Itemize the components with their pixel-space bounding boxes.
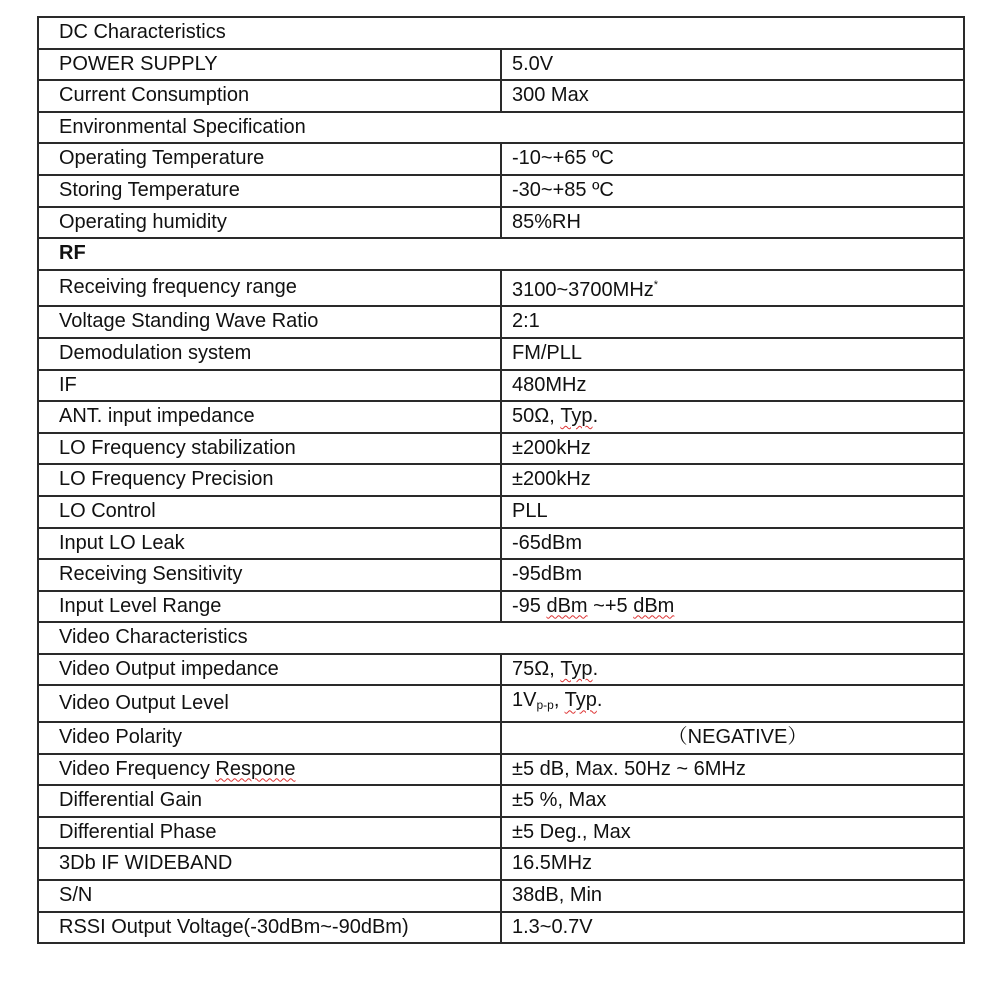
table-row [38, 722, 964, 754]
section-row-dc [38, 17, 964, 49]
spellcheck-word: dBm [546, 594, 588, 617]
value-text: . [592, 405, 599, 428]
row-value [501, 591, 964, 623]
row-value: 2:1 [501, 306, 964, 338]
row-label: Voltage Standing Wave Ratio [38, 306, 501, 338]
row-label: Differential Gain [38, 785, 501, 817]
row-value [501, 654, 964, 686]
row-label: Demodulation system [38, 338, 501, 370]
row-label: ANT. input impedance [38, 401, 501, 433]
table-row [38, 80, 964, 112]
row-label: LO Frequency Precision [38, 464, 501, 496]
row-value: 38dB, Min [501, 880, 964, 912]
row-label: Operating humidity [38, 207, 501, 239]
row-value: ±5 dB, Max. 50Hz ~ 6MHz [501, 754, 964, 786]
table-row [38, 912, 964, 944]
table-row [38, 306, 964, 338]
spec-table [37, 16, 965, 944]
footnote-mark: * [653, 278, 659, 291]
row-label: Operating Temperature [38, 143, 501, 175]
row-label: Input LO Leak [38, 528, 501, 560]
value-text: 50Ω, [512, 405, 561, 428]
value-text: 1V [512, 689, 537, 712]
table-row [38, 370, 964, 402]
row-value: 5.0V [501, 49, 964, 81]
subscript-text: p-p [536, 698, 554, 713]
spellcheck-word: dBm [633, 594, 675, 617]
row-value [501, 685, 964, 722]
row-label [38, 754, 501, 786]
table-row [38, 817, 964, 849]
table-row [38, 464, 964, 496]
table-row [38, 848, 964, 880]
row-label: Input Level Range [38, 591, 501, 623]
section-header: DC Characteristics [38, 17, 964, 49]
section-header: Video Characteristics [38, 622, 964, 654]
value-text: . [596, 689, 603, 712]
table-row [38, 338, 964, 370]
spellcheck-word: Respone [215, 757, 296, 780]
row-label: LO Frequency stabilization [38, 433, 501, 465]
label-text: Video Frequency [59, 757, 216, 780]
table-row [38, 401, 964, 433]
table-row [38, 496, 964, 528]
row-label: Video Output Level [38, 685, 501, 722]
row-label: Storing Temperature [38, 175, 501, 207]
table-row [38, 175, 964, 207]
row-label: RSSI Output Voltage(-30dBm~-90dBm) [38, 912, 501, 944]
row-value: 300 Max [501, 80, 964, 112]
table-row [38, 559, 964, 591]
section-header: RF [38, 238, 964, 270]
section-row-video [38, 622, 964, 654]
row-label: Receiving frequency range [38, 270, 501, 307]
row-value: 480MHz [501, 370, 964, 402]
row-value: ±200kHz [501, 464, 964, 496]
row-label: POWER SUPPLY [38, 49, 501, 81]
section-row-env [38, 112, 964, 144]
value-text: 3100~3700MHz [512, 278, 654, 301]
value-text: . [592, 657, 599, 680]
row-value [501, 270, 964, 307]
table-row [38, 880, 964, 912]
table-row [38, 528, 964, 560]
row-value: -95dBm [501, 559, 964, 591]
row-label: Differential Phase [38, 817, 501, 849]
row-value: 16.5MHz [501, 848, 964, 880]
value-text: , [553, 689, 565, 712]
spellcheck-word: Typ [564, 689, 597, 712]
section-header: Environmental Specification [38, 112, 964, 144]
row-value: ±5 %, Max [501, 785, 964, 817]
row-value: FM/PLL [501, 338, 964, 370]
row-label: Video Output impedance [38, 654, 501, 686]
spellcheck-word: Typ [560, 405, 593, 428]
table-row [38, 591, 964, 623]
row-value: 1.3~0.7V [501, 912, 964, 944]
row-value: （NEGATIVE） [501, 722, 964, 754]
table-row [38, 270, 964, 307]
table-row [38, 685, 964, 722]
value-text: 75Ω, [512, 657, 561, 680]
value-text: ~+5 [587, 594, 634, 617]
row-value: ±5 Deg., Max [501, 817, 964, 849]
row-label: Receiving Sensitivity [38, 559, 501, 591]
row-value: 85%RH [501, 207, 964, 239]
row-value: -10~+65 ºC [501, 143, 964, 175]
row-label: Current Consumption [38, 80, 501, 112]
row-value: ±200kHz [501, 433, 964, 465]
row-label: LO Control [38, 496, 501, 528]
row-value: -65dBm [501, 528, 964, 560]
table-row [38, 654, 964, 686]
table-row [38, 207, 964, 239]
row-label: S/N [38, 880, 501, 912]
section-row-rf [38, 238, 964, 270]
spellcheck-word: Typ [560, 657, 593, 680]
table-row [38, 433, 964, 465]
row-value: -30~+85 ºC [501, 175, 964, 207]
table-row [38, 785, 964, 817]
table-row [38, 754, 964, 786]
row-value: PLL [501, 496, 964, 528]
row-label: Video Polarity [38, 722, 501, 754]
table-row [38, 49, 964, 81]
table-row [38, 143, 964, 175]
value-text: -95 [512, 594, 547, 617]
row-value [501, 401, 964, 433]
row-label: IF [38, 370, 501, 402]
row-label: 3Db IF WIDEBAND [38, 848, 501, 880]
